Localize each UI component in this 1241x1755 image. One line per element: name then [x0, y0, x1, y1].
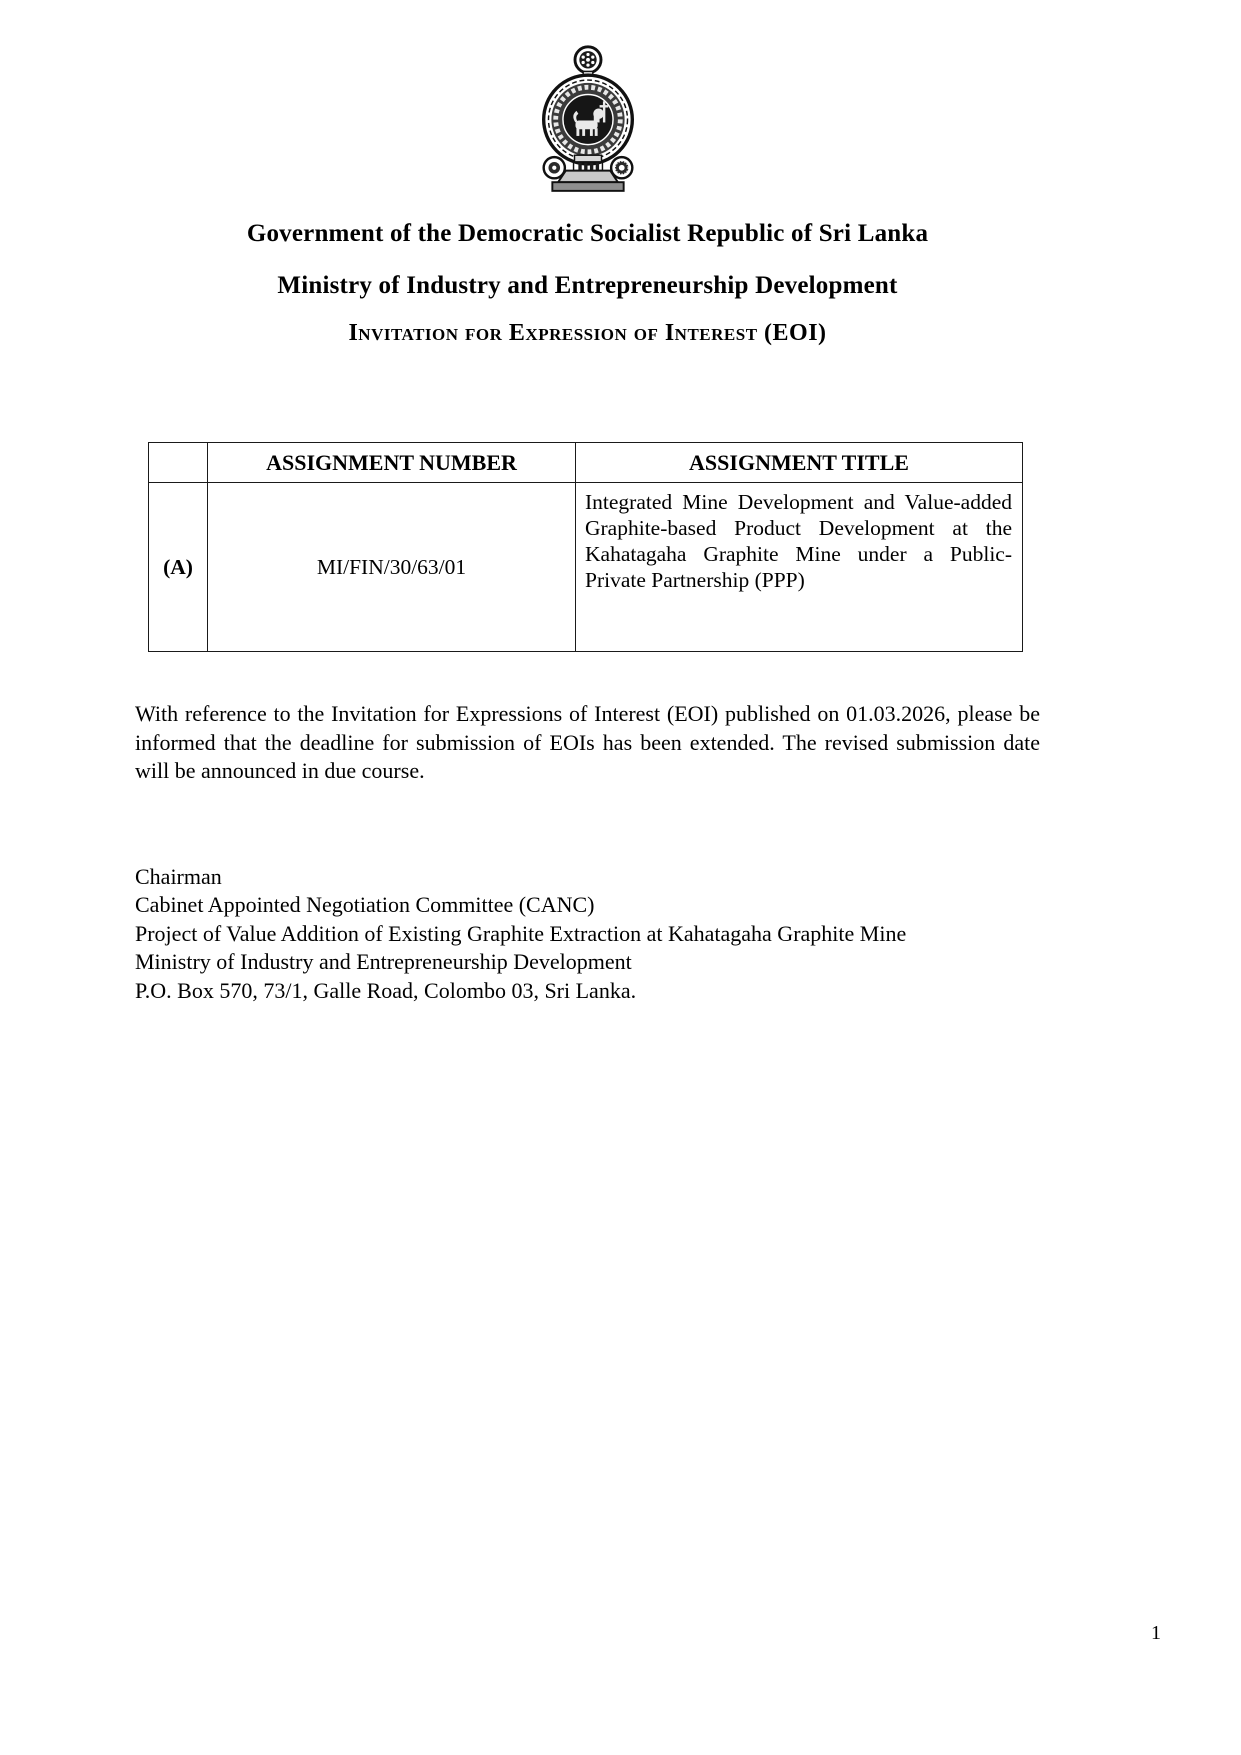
row-label: (A) — [149, 483, 208, 652]
table-row — [149, 483, 1023, 652]
ministry-title: Ministry of Industry and Entrepreneurship Development — [277, 272, 898, 299]
signature-line-address: P.O. Box 570, 73/1, Galle Road, Colombo 03, Sri Lanka. — [135, 977, 637, 1003]
page-number: 1 — [1151, 1622, 1161, 1644]
table-header-blank — [149, 443, 208, 483]
assignment-title-value: Integrated Mine Development and Value-added Graphite-based Product Development at the Kahatagaha Graphite Mine under a Public-Private Partnership (PPP) — [576, 483, 1023, 652]
table-header-assignment-title: ASSIGNMENT TITLE — [576, 443, 1023, 483]
invitation-title: Invitation for Expression of Interest (EOI) — [348, 320, 827, 346]
signature-line-ministry: Ministry of Industry and Entrepreneurship Development — [135, 949, 632, 974]
sri-lanka-emblem-icon — [535, 45, 641, 197]
assignment-number-value: MI/FIN/30/63/01 — [208, 483, 576, 652]
signature-block — [135, 863, 1040, 1006]
signature-line-project: Project of Value Addition of Existing Graphite Extraction at Kahatagaha Graphite Mine — [135, 920, 907, 946]
signature-line-chairman: Chairman — [135, 863, 222, 889]
table-header-row — [149, 443, 1023, 483]
signature-line-committee: Cabinet Appointed Negotiation Committee (CANC) — [135, 892, 595, 917]
government-title: Government of the Democratic Socialist Republic of Sri Lanka — [246, 220, 929, 247]
assignments-table — [148, 442, 1023, 652]
table-header-assignment-number: ASSIGNMENT NUMBER — [208, 443, 576, 483]
emblem-container — [135, 45, 1040, 202]
notice-paragraph: With reference to the Invitation for Expressions of Interest (EOI) published on 01.03.2026, please be informed that the deadline for submission of EOIs has been extended. The revised submission date will be announced in due course. — [135, 701, 1040, 783]
